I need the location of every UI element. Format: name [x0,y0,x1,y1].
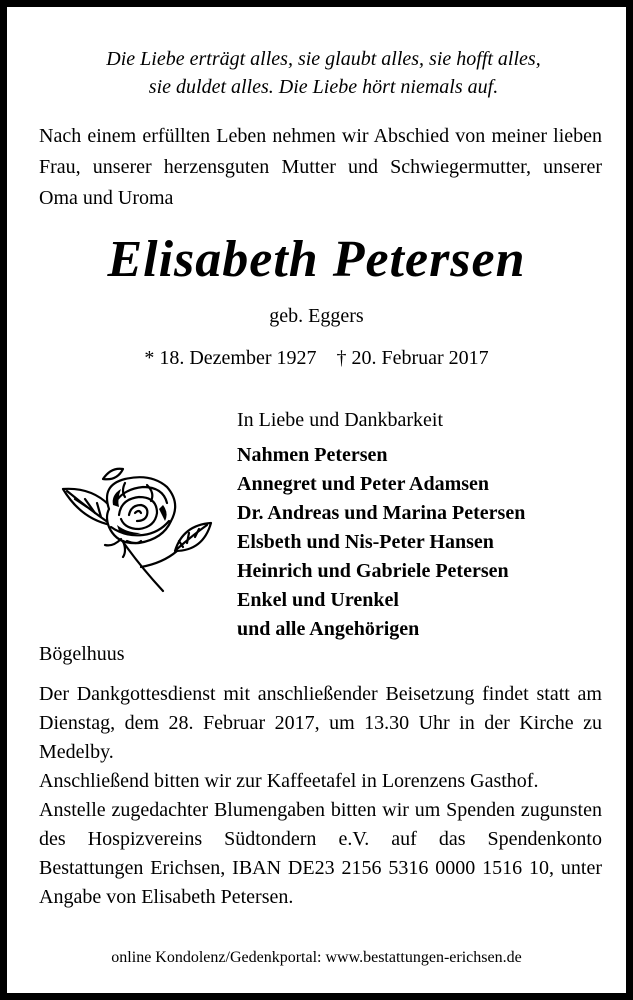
bible-verse [27,45,620,101]
life-dates [7,345,626,371]
service-information [39,680,602,912]
maiden-name: geb. Eggers [269,305,364,327]
mourning-heading: In Liebe und Dankbarkeit [237,409,444,431]
donation-paragraph: Anstelle zugedachter Blumengaben bitten wir um Spenden zugunsten des Hospizvereins Südtondern e.V. auf das Spendenkonto Bestattungen Erichsen, IBAN DE23 2156 5316 0000 1516 10, unter Angabe von Elisabeth Petersen. [39,799,602,908]
coffee-paragraph: Anschließend bitten wir zur Kaffeetafel in Lorenzens Gasthof. [39,770,539,792]
birth-date: * 18. Dezember 1927 [144,347,317,369]
mourner-name: Heinrich und Gabriele Petersen [237,560,509,582]
mourner-name: Annegret und Peter Adamsen [237,473,490,495]
mourner-name: Dr. Andreas und Marina Petersen [237,502,526,524]
rose-icon [51,465,221,595]
intro-text: Nach einem erfüllten Leben nehmen wir Abschied von meiner lieben Frau, unserer herzensguten Mutter und Schwiegermutter, unserer Oma und Uroma [39,125,602,209]
service-paragraph: Der Dankgottesdienst mit anschließender Beisetzung findet statt am Dienstag, dem 28. Februar 2017, um 13.30 Uhr in der Kirche zu Medelby. [39,683,602,763]
mourner-name: Nahmen Petersen [237,444,388,466]
mourners-list [237,441,525,644]
deceased-name: Elisabeth Petersen [107,231,526,288]
mourner-name: Elsbeth und Nis-Peter Hansen [237,531,494,553]
condolence-portal-link[interactable]: online Kondolenz/Gedenkportal: www.bestattungen-erichsen.de [111,949,522,966]
mourner-name: und alle Angehörigen [237,618,420,640]
verse-line-1: Die Liebe erträgt alles, sie glaubt alles, sie hofft alles, [106,48,541,70]
death-date: † 20. Februar 2017 [336,347,489,369]
place-name: Bögelhuus [39,643,125,665]
mourner-name: Enkel und Urenkel [237,589,399,611]
verse-line-2: sie duldet alles. Die Liebe hört niemals auf. [148,76,499,98]
